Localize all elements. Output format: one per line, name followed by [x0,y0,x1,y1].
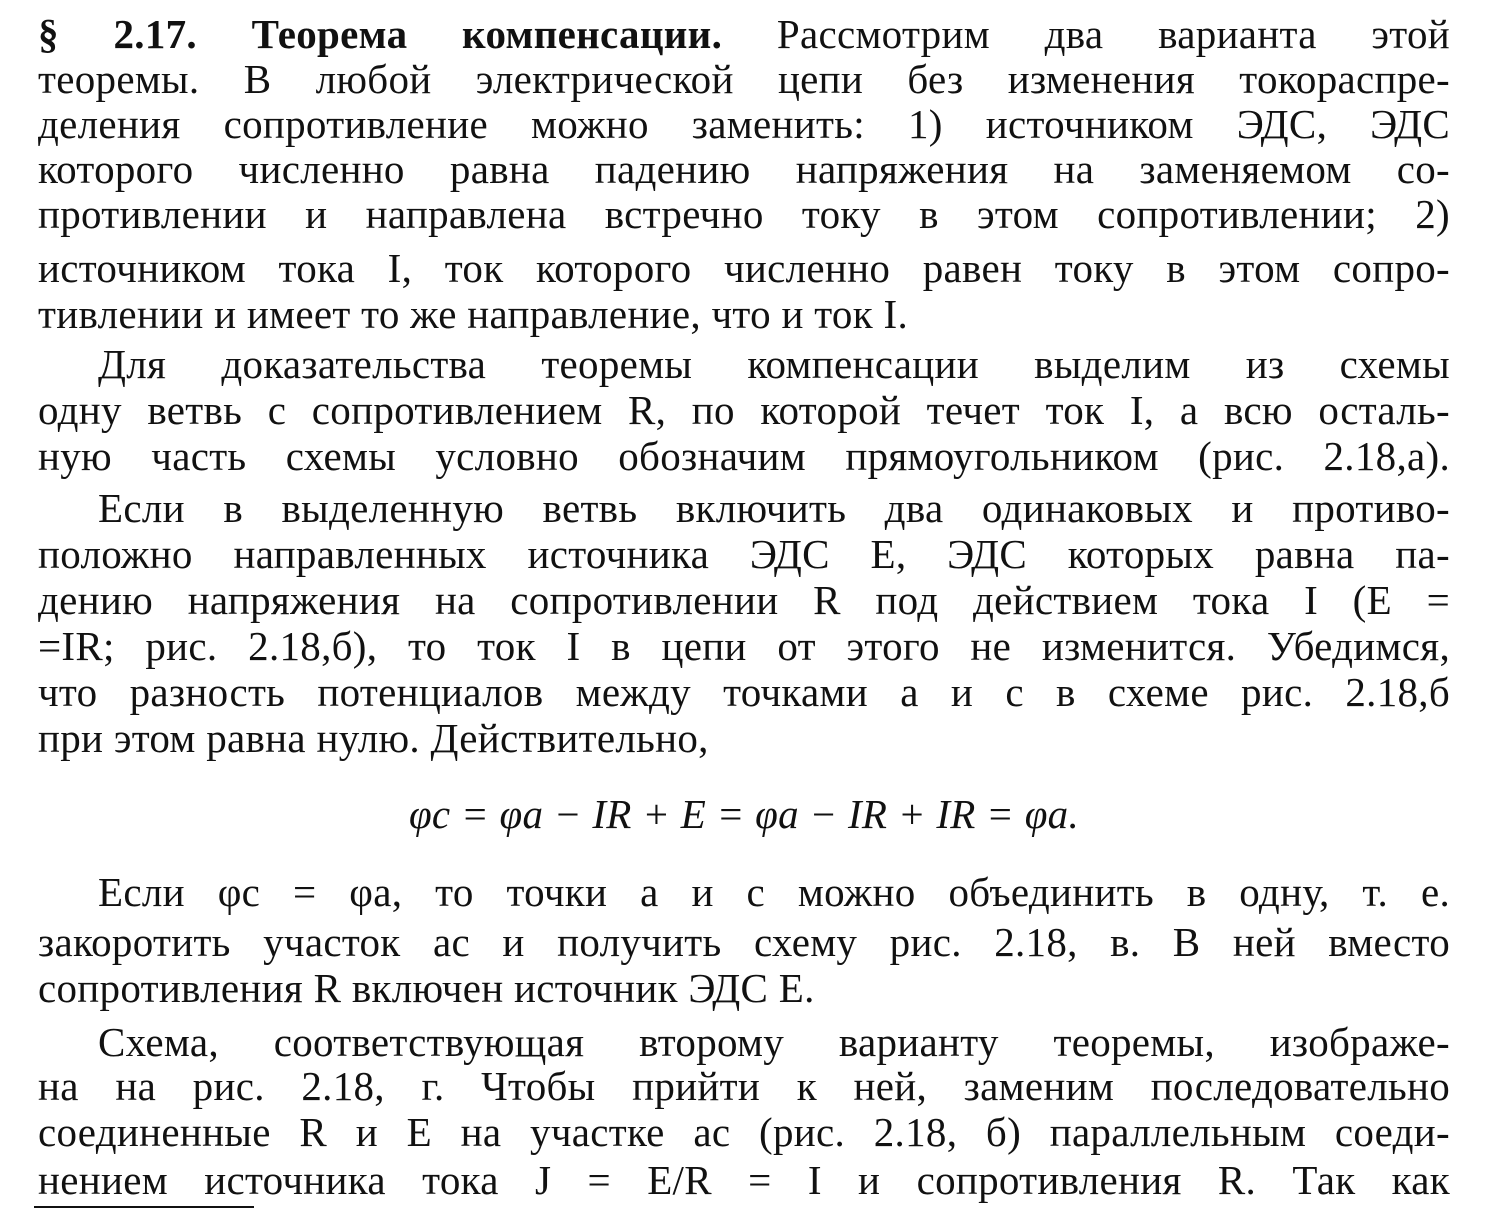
section-heading: § 2.17. Теорема компенсации. [38,11,723,57]
text-line-11: Если в выделенную ветвь включить два одинаковых и противо- [98,485,1450,531]
text-line-1 [38,10,1450,58]
text-line-1-rest: Рассмотрим два варианта этой [776,11,1450,57]
text-line-7: тивлении и имеет то же направление, что и ток I. [38,291,908,337]
text-line-22: соединенные R и E на участке ac (рис. 2.18, б) параллельным соеди- [38,1109,1450,1155]
text-line-12: положно направленных источника ЭДС E, ЭДС которых равна па- [38,531,1450,577]
text-line-16: при этом равна нулю. Действительно, [38,715,709,761]
text-line-23: нением источника тока J = E/R = I и сопротивления R. Так как [38,1157,1450,1203]
text-line-9: одну ветвь с сопротивлением R, по которой течет ток I, а всю осталь- [38,387,1450,433]
text-line-3: деления сопротивление можно заменить: 1) источником ЭДС, ЭДС [38,101,1450,147]
text-line-14: =IR; рис. 2.18,б), то ток I в цепи от этого не изменится. Убедимся, [38,623,1450,669]
text-line-10: ную часть схемы условно обозначим прямоугольником (рис. 2.18,a). [38,433,1450,479]
text-line-21: на на рис. 2.18, г. Чтобы прийти к ней, заменим последовательно [38,1063,1450,1109]
text-line-18: закоротить участок ac и получить схему рис. 2.18, в. В ней вместо [38,919,1450,965]
underline-mark [34,1206,254,1208]
text-line-19: сопротивления R включен источник ЭДС E. [38,965,815,1011]
text-line-2: теоремы. В любой электрической цепи без изменения токораспре- [38,56,1450,102]
text-line-4: которого численно равна падению напряжения на заменяемом со- [38,146,1450,192]
equation: φc = φa − IR + E = φa − IR + IR = φa. [408,791,1080,837]
text-line-15: что разность потенциалов между точками a и c в схеме рис. 2.18,б [38,669,1450,715]
text-line-6: источником тока I, ток которого численно равен току в этом сопро- [38,245,1450,291]
text-line-13: дению напряжения на сопротивлении R под действием тока I (E = [38,577,1450,623]
text-line-8: Для доказательства теоремы компенсации выделим из схемы [98,341,1450,387]
text-line-20: Схема, соответствующая второму варианту теоремы, изображе- [98,1019,1450,1065]
text-line-5: противлении и направлена встречно току в этом сопротивлении; 2) [38,191,1450,237]
text-line-17: Если φc = φa, то точки a и c можно объединить в одну, т. е. [98,869,1450,915]
